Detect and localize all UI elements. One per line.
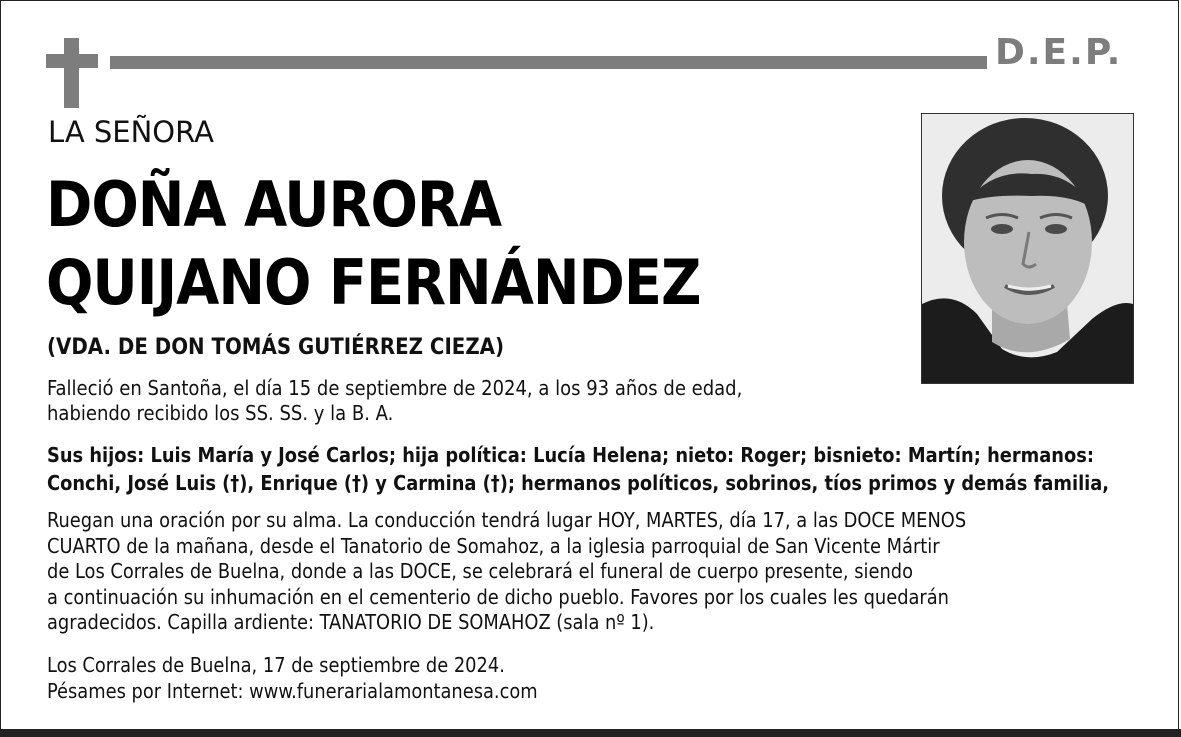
deceased-name-line-1: DOÑA AURORA [46,168,502,241]
condolences-line: Pésames por Internet: www.funerarialamontanesa.com [47,679,538,703]
ceremony-line: CUARTO de la mañana, desde el Tanatorio de Somahoz, a la iglesia parroquial de San Vicente Mártir [47,533,940,558]
family-list [47,441,1147,497]
ceremony-line: agradecidos. Capilla ardiente: TANATORIO DE SOMAHOZ (sala nº 1). [47,610,655,634]
death-notice [47,376,887,426]
latin-cross-icon [46,38,98,108]
ceremony-line: de Los Corrales de Buelna, donde a las DOCE, se celebrará el funeral de cuerpo presente, siendo [47,559,913,583]
family-line: Conchi, José Luis (†), Enrique (†) y Carmina (†); hermanos políticos, sobrinos, tíos primos y demás familia, [47,471,1110,495]
ceremony-line: Ruegan una oración por su alma. La conducción tendrá lugar HOY, MARTES, día 17, a las DOCE MENOS [47,508,967,532]
dep-label: D.E.P. [995,32,1123,73]
family-line: Sus hijos: Luis María y José Carlos; hija política: Lucía Helena; nieto: Roger; bisnieto: Martín; hermanos: [47,443,1094,467]
place-date: Los Corrales de Buelna, 17 de septiembre de 2024. [47,653,505,677]
deceased-name-line-2: QUIJANO FERNÁNDEZ [46,246,701,319]
ceremony-details [47,508,1147,636]
widow-note: (VDA. DE DON TOMÁS GUTIÉRREZ CIEZA) [47,335,505,360]
death-notice-line: habiendo recibido los SS. SS. y la B. A. [47,401,394,425]
bottom-rule [0,729,1181,737]
header-rule [110,56,987,69]
portrait-photo [921,113,1134,384]
closing [47,652,1147,704]
ceremony-line: a continuación su inhumación en el cementerio de dicho pueblo. Favores por los cuales les quedarán [47,584,949,609]
death-notice-line: Falleció en Santoña, el día 15 de septiembre de 2024, a los 93 años de edad, [47,376,743,400]
honorific: LA SEÑORA [48,115,214,149]
